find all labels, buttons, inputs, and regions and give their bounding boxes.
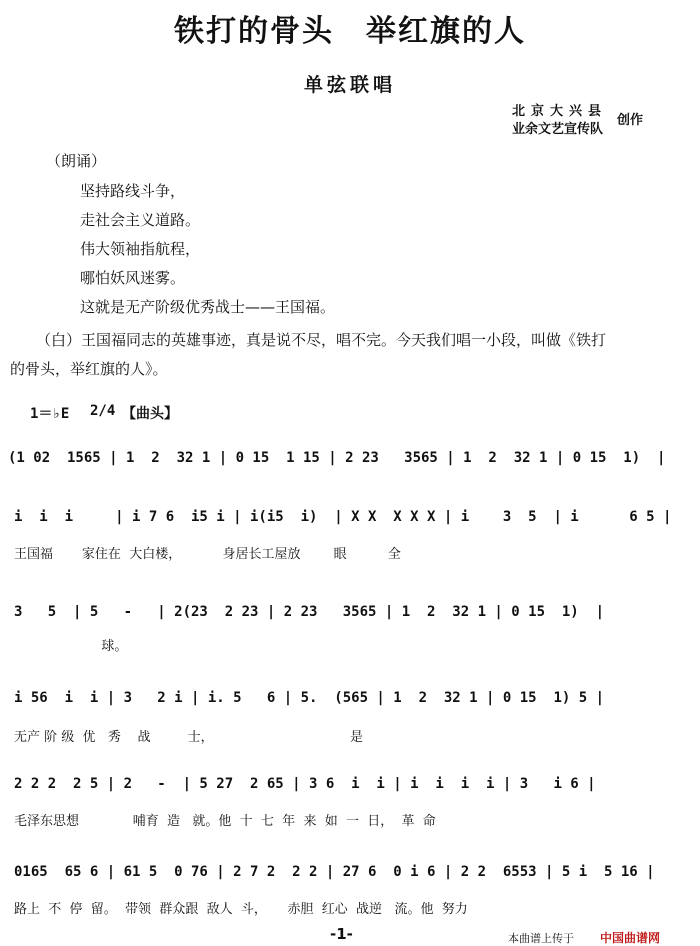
- author-role: 创作: [617, 113, 644, 128]
- notation-row: i 56 i i | 3 2 i | i. 5 6 | 5. (565 | 1 2 32 1 | 0 15 1) 5 |: [14, 690, 605, 706]
- time-signature: 2/4: [90, 403, 116, 419]
- page-subtitle: 单弦联唱: [303, 74, 396, 96]
- recitation-line: 哪怕妖风迷雾。: [80, 269, 186, 287]
- lyrics-row: 王国福 家住在 大白楼， 身居长工屋放 眼 全: [14, 547, 401, 562]
- author-line-1: 北京大兴县: [512, 104, 608, 119]
- recitation-label: （朗诵）: [46, 152, 107, 170]
- recitation-line: 走社会主义道路。: [80, 211, 201, 229]
- notation-row: 2 2 2 2 5 | 2 - | 5 27 2 65 | 3 6 i i | i i i i | 3 i 6 |: [14, 776, 596, 792]
- recitation-line: 坚持路线斗争，: [80, 182, 186, 200]
- notation-row: (1 02 1565 | 1 2 32 1 | 0 15 1 15 | 2 23 3565 | 1 2 32 1 | 0 15 1) |: [8, 450, 666, 466]
- upload-note: 本曲谱上传于: [508, 932, 574, 945]
- lyrics-row: 球。: [60, 639, 128, 654]
- page-number: -1-: [330, 925, 353, 943]
- recitation-line: 这就是无产阶级优秀战士——王国福。: [80, 298, 336, 316]
- page-title: 铁打的骨头 举红旗的人: [174, 14, 526, 49]
- lyrics-row: 毛泽东思想 哺育 造 就。他 十 七 年 来 如 一 日， 革 命: [14, 814, 436, 829]
- author-line-2: 业余文艺宣传队: [512, 122, 604, 137]
- spoken-line-2: 的骨头，举红旗的人》。: [10, 360, 168, 378]
- notation-row: i i i | i 7 6 i5 i | i(i5 i) | X X X X X | i 3 5 | i 6 5 |: [14, 509, 672, 525]
- notation-row: 0165 65 6 | 61 5 0 76 | 2 7 2 2 2 | 27 6 0 i 6 | 2 2 6553 | 5 i 5 16 |: [14, 864, 655, 880]
- lyrics-row: 无产 阶 级 优 秀 战 士， 是: [14, 730, 364, 745]
- notation-row: 3 5 | 5 - | 2(23 2 23 | 2 23 3565 | 1 2 32 1 | 0 15 1) |: [14, 604, 605, 620]
- key-signature: 1＝♭E: [30, 406, 70, 422]
- section-label: 【曲头】: [122, 406, 178, 422]
- spoken-line-1: （白）王国福同志的英雄事迹，真是说不尽，唱不完。今天我们唱一小段，叫做《铁打: [36, 331, 607, 349]
- lyrics-row: 路上 不 停 留。 带领 群众跟 敌人 斗， 赤胆 红心 战逆 流。他 努力: [14, 902, 468, 917]
- site-logo: 中国曲谱网: [600, 931, 661, 945]
- recitation-line: 伟大领袖指航程，: [80, 240, 201, 258]
